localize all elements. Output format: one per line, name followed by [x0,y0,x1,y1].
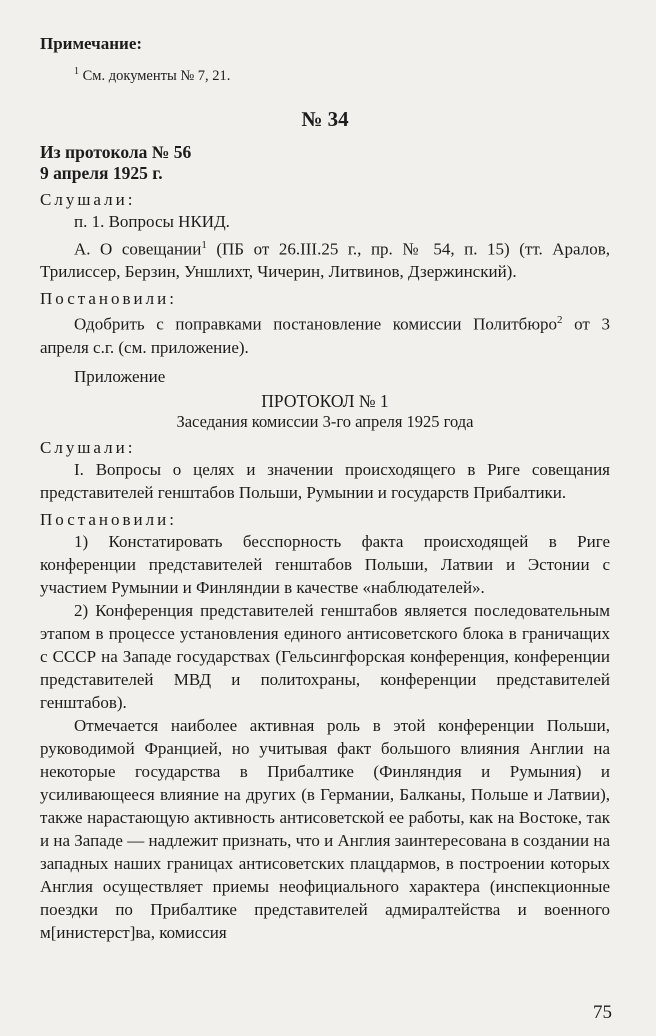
document-number: № 34 [301,106,349,131]
resolved-label-2: Постановили: [40,510,177,530]
appendix-label: Приложение [74,367,166,387]
heard-label-2: Слушали: [40,438,136,458]
footnote-ref-2: 2 [557,314,563,327]
note-heading: Примечание: [40,34,143,53]
resolved-paragraph-2-2: 2) Конференция представителей генштабов является последовательным этапом в процессе установления единого антисоветского блока в граничащих с СССР на Западе государствах (Гельсингфорская конференция, конференции представителей МВД и политохраны, конференции представителей генштабов). [40,601,610,713]
resolved-paragraph-1: Одобрить с поправками постановление комиссии Политбюро$^2$ от 3 апреля с.г. (см. приложение). [40,314,610,358]
heard-label-1: Слушали: [40,189,136,209]
heard-paragraph-2: I. Вопросы о целях и значении происходящего в Риге совещания представителей генштабов Польши, Румынии и государств Прибалтики. [40,460,610,503]
resolved-paragraph-2-3: Отмечается наиболее активная роль в этой конференции Польши, руководимой Францией, но учитывая факт большого влияния Англии на некоторые государства в Прибалтике (Финляндия и Румыния) и усиливающееся влияние на других (в Германии, Балканы, Польше и Латвии), также нарастающую активность антисоветской ее работы, как на Востоке, так и на Западе — надлежит признать, что и Англия заинтересована в создании на западных наших границах антисоветских плацдармов, в построении которых Англия осуществляет приемы неофициального характера (инспекционные поездки по Прибалтике представителей адмиралтейства и военного м[инистерст]ва, комиссия [40,716,610,943]
appendix-protocol-title: ПРОТОКОЛ № 1 [261,391,389,412]
resolved-label-1: Постановили: [40,289,177,309]
page-content [40,34,610,944]
footnote-ref-1: 1 [201,238,207,251]
appendix-protocol-subtitle: Заседания комиссии 3-го апреля 1925 года [176,412,474,432]
footnote [74,66,610,85]
protocol-source-title: Из протокола № 56 [40,141,192,162]
resolved-paragraph-2-1: 1) Констатировать бесспорность факта происходящей в Риге конференции представителей генштабов Польши, Латвии и Эстонии с участием Румынии и Финляндии в качестве «наблюдателей». [40,532,610,598]
heard-item-1: п. 1. Вопросы НКИД. [74,211,230,231]
page-number: 75 [593,1002,612,1023]
footnote-mark: 1 [74,66,79,77]
protocol-date: 9 апреля 1925 г. [40,162,163,183]
footnote-text: См. документы № 7, 21. [79,67,231,84]
heard-paragraph-1: А. О совещании$^1$ (ПБ от 26.III.25 г., пр. № 54, п. 15) (тт. Аралов, Трилиссер, Берзин, Уншлихт, Чичерин, Литвинов, Дзержинский). [40,238,610,282]
